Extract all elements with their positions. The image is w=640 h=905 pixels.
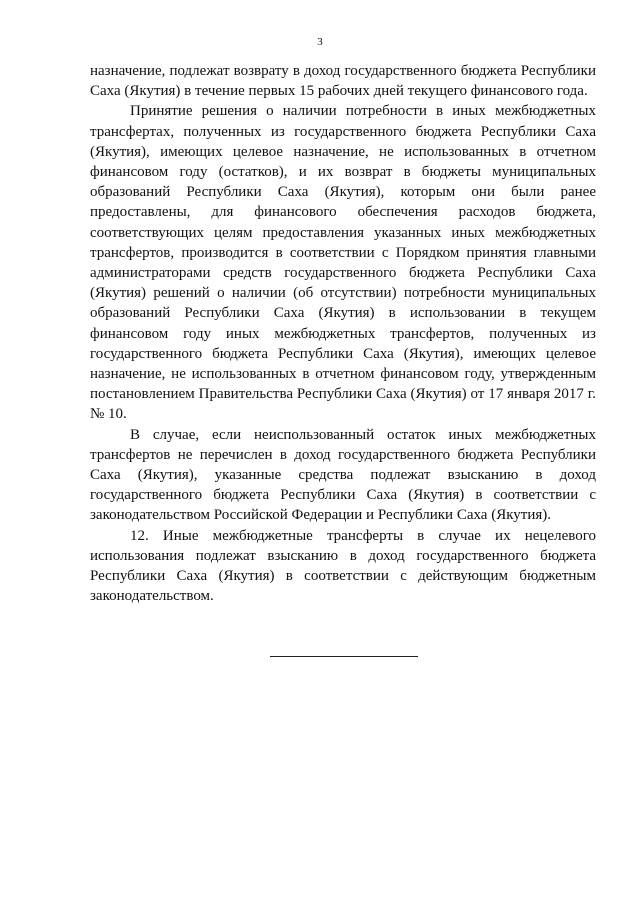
document-body	[90, 61, 596, 606]
paragraph-item-12: 12. Иные межбюджетные трансферты в случае их нецелевого использования подлежат взысканию в доход государственного бюджета Республики Саха (Якутия) в соответствии с действующим бюджетным законодательством.	[90, 527, 596, 605]
paragraph-decision-on-need: Принятие решения о наличии потребности в иных межбюджетных трансфертах, полученных из государственного бюджета Республики Саха (Якутия), имеющих целевое назначение, не использованных в отчетном финансовом году (остатков), и их возврат в бюджеты муниципальных образований Республики Саха (Якутия), которым они были ранее предоставлены, для финансового обеспечения расходов бюджета, соответствующих целям предоставления указанных иных межбюджетных трансфертов, производится в соответствии с Порядком принятия главными администраторами средств государственного бюджета Республики Саха (Якутия) решений о наличии (об отсутствии) потребности муниципальных образований Республики Саха (Якутия) в использовании в текущем финансовом году иных межбюджетных трансфертов, полученных из государственного бюджета Республики Саха (Якутия), имеющих целевое назначение, не использованных в отчетном финансовом году, утвержденным постановлением Правительства Республики Саха (Якутия) от 17 января 2017 г. № 10.	[90, 103, 596, 423]
paragraph-continuation: назначение, подлежат возврату в доход государственного бюджета Республики Саха (Якутия) в течение первых 15 рабочих дней текущего финансового года.	[90, 63, 596, 100]
paragraph-unused-balance: В случае, если неиспользованный остаток иных межбюджетных трансфертов не перечислен в доход государственного бюджета Республики Саха (Якутия), указанные средства подлежат взысканию в доход государственного бюджета Республики Саха (Якутия) в соответствии с законодательством Российской Федерации и Республики Саха (Якутия).	[90, 426, 596, 524]
page-number: 3	[317, 36, 323, 48]
end-separator-line	[270, 656, 418, 657]
